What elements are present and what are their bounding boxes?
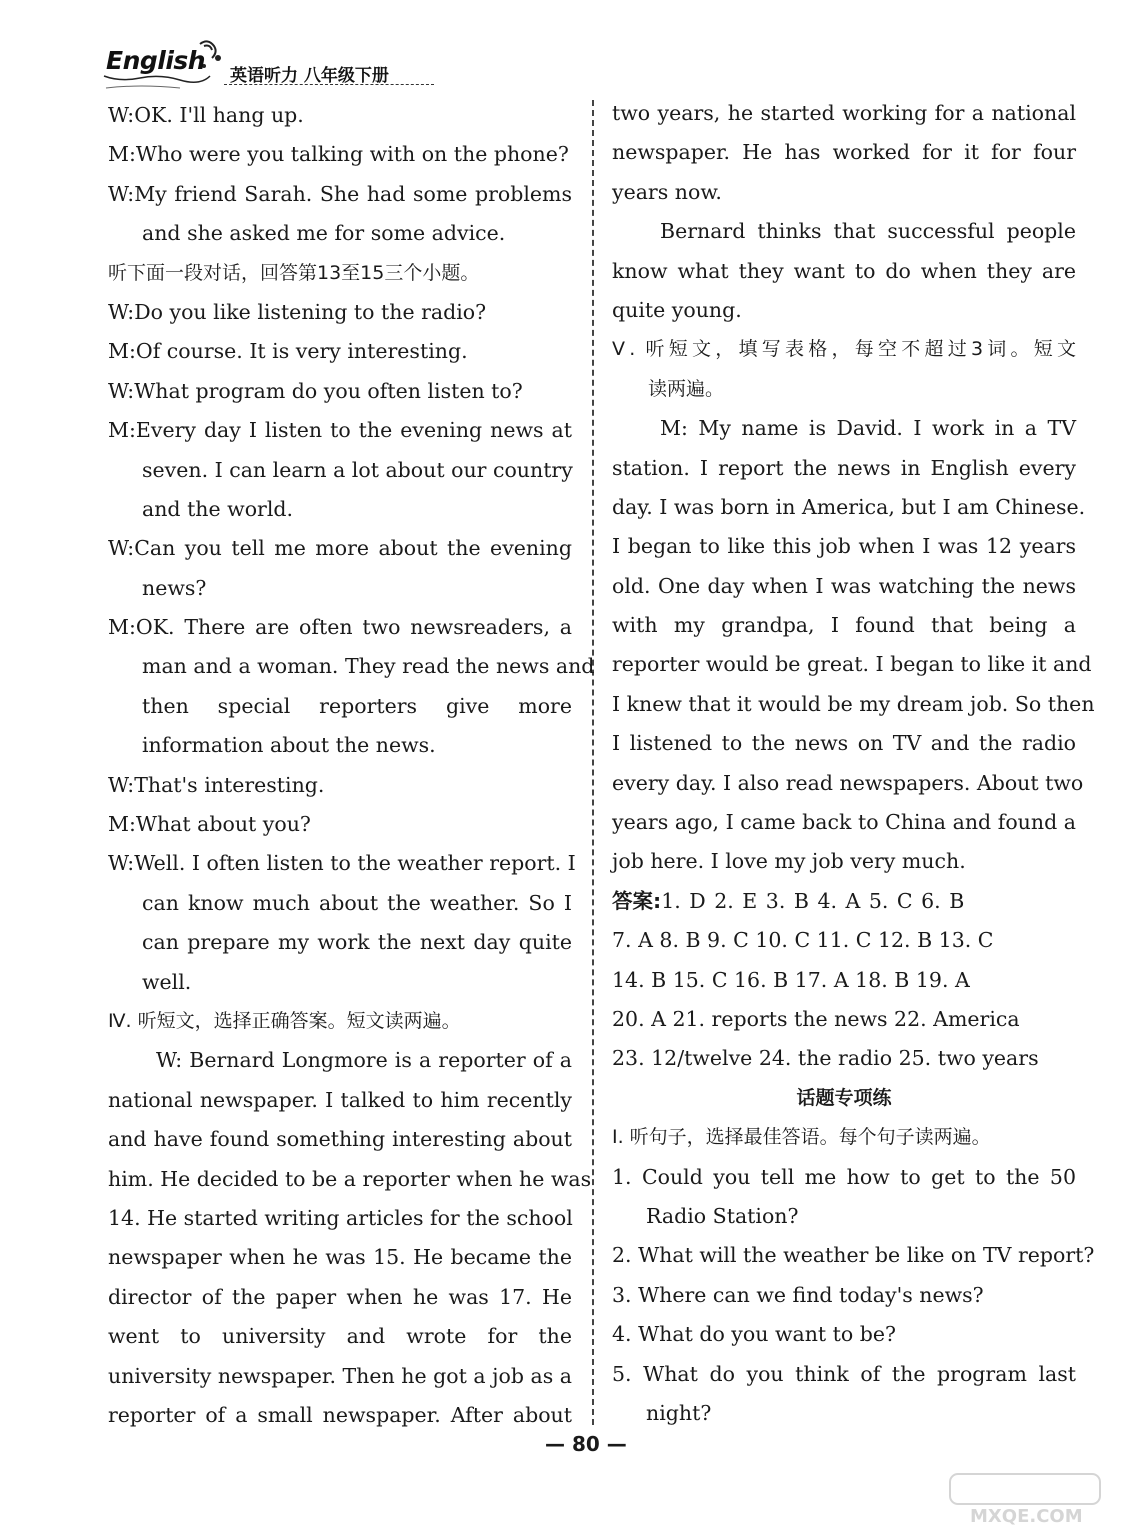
text-line: two years, he started working for a national [612, 101, 1076, 125]
text-line: I began to like this job when I was 12 years [612, 534, 1076, 559]
text-line: newspaper when he was 15. He became the [108, 1245, 572, 1270]
text-line: Ⅴ. 听短文，填写表格，每空不超过3词。短文 [612, 338, 1076, 361]
text-line: him. He decided to be a reporter when he was [108, 1166, 592, 1191]
text-line: man and a woman. They read the news and [142, 654, 595, 679]
topic-instruction: Ⅰ. 听句子，选择最佳答语。每个句子读两遍。 [612, 1126, 991, 1149]
answers-line-4: 20. A 21. reports the news 22. America [612, 1006, 1020, 1031]
text-line: station. I report the news in English every [612, 455, 1076, 480]
answers-line-1: 答案:1. D 2. E 3. B 4. A 5. C 6. B [612, 888, 965, 913]
text-line: M: My name is David. I work in a TV [660, 416, 1076, 441]
right-text-block [612, 94, 1095, 882]
text-line: day. I was born in America, but I am Chinese. [612, 494, 1086, 519]
text-line: M:Who were you talking with on the phone? [108, 142, 569, 167]
text-line: I knew that it would be my dream job. So then [612, 691, 1095, 716]
page-number: — 80 — [545, 1432, 627, 1456]
text-line: W: Bernard Longmore is a reporter of a [156, 1048, 572, 1073]
right-column [612, 94, 1095, 1433]
answers-line-3: 14. B 15. C 16. B 17. A 18. B 19. A [612, 967, 970, 992]
left-column [108, 96, 595, 1435]
logo-text: English [106, 46, 206, 75]
text-line: 读两遍。 [648, 377, 725, 400]
text-line: and have found something interesting about [108, 1127, 572, 1152]
watermark-text: MXQE.COM [970, 1506, 1083, 1527]
header-rule [224, 84, 434, 85]
watermark-logo-icon [930, 1470, 1110, 1530]
question-line: 4. What do you want to be? [612, 1322, 897, 1347]
text-line: M:Every day I listen to the evening news at [108, 418, 572, 443]
text-line: W:Well. I often listen to the weather report. I [108, 851, 576, 876]
answers-line-2: 7. A 8. B 9. C 10. C 11. C 12. B 13. C [612, 928, 994, 953]
text-line: and the world. [142, 496, 294, 521]
text-line: university newspaper. Then he got a job as a [108, 1363, 572, 1388]
topic-items [612, 1158, 1095, 1434]
question-line: 1. Could you tell me how to get to the 50 [612, 1164, 1076, 1189]
text-line: news? [142, 575, 207, 600]
text-line: W:Can you tell me more about the evening [108, 536, 572, 561]
column-divider [592, 100, 594, 1425]
text-line: W:That's interesting. [108, 772, 325, 797]
text-line: went to university and wrote for the [108, 1324, 572, 1349]
text-line: Ⅳ. 听短文，选择正确答案。短文读两遍。 [108, 1009, 461, 1032]
text-line: years now. [612, 179, 722, 204]
text-line: director of the paper when he was 17. He [108, 1284, 572, 1309]
answers-line-5: 23. 12/twelve 24. the radio 25. two years [612, 1046, 1039, 1071]
text-line: reporter of a small newspaper. After about [108, 1402, 572, 1427]
text-line: W:My friend Sarah. She had some problems [108, 181, 572, 206]
text-line: every day. I also read newspapers. About two [612, 770, 1084, 795]
question-line: 3. Where can we find today's news? [612, 1282, 984, 1307]
text-line: M:What about you? [108, 812, 311, 837]
topic-title: 话题专项练 [796, 1086, 892, 1109]
text-line: newspaper. He has worked for it for four [612, 140, 1076, 165]
text-line: and she asked me for some advice. [142, 221, 506, 246]
text-line: I listened to the news on TV and the radio [612, 731, 1076, 756]
text-line: W:OK. I'll hang up. [108, 103, 304, 127]
text-line: old. One day when I was watching the news [612, 573, 1076, 598]
question-line: 2. What will the weather be like on TV report? [612, 1243, 1095, 1268]
page-header [100, 36, 435, 90]
text-line: 14. He started writing articles for the school [108, 1205, 573, 1230]
text-line: M:Of course. It is very interesting. [108, 339, 468, 364]
question-line: night? [646, 1400, 712, 1425]
book-title: 英语听力 八年级下册 [230, 66, 389, 86]
text-line: quite young. [612, 297, 742, 322]
text-line: 听下面一段对话，回答第13至15三个小题。 [108, 261, 480, 284]
text-line: national newspaper. I talked to him recently [108, 1087, 572, 1112]
text-line: seven. I can learn a lot about our country [142, 457, 573, 482]
answers-label: 答案: [612, 888, 662, 913]
text-line: well. [142, 969, 192, 994]
question-line: 5. What do you think of the program last [612, 1361, 1076, 1386]
text-line: Bernard thinks that successful people [660, 219, 1076, 244]
text-line: know what they want to do when they are [612, 258, 1076, 283]
text-line: job here. I love my job very much. [612, 849, 966, 874]
text-line: with my grandpa, I found that being a [612, 613, 1076, 638]
text-line: W:What program do you often listen to? [108, 378, 523, 403]
text-line: W:Do you like listening to the radio? [108, 299, 487, 324]
text-line: years ago, I came back to China and found a [612, 810, 1076, 835]
text-line: can know much about the weather. So I [142, 890, 572, 915]
text-line: can prepare my work the next day quite [142, 930, 572, 955]
text-line: M:OK. There are often two newsreaders, a [108, 615, 572, 640]
watermark [930, 1470, 1110, 1530]
text-line: reporter would be great. I began to like it and [612, 652, 1092, 677]
text-line: then special reporters give more [142, 693, 572, 718]
text-line: information about the news. [142, 733, 436, 758]
question-line: Radio Station? [646, 1203, 799, 1228]
